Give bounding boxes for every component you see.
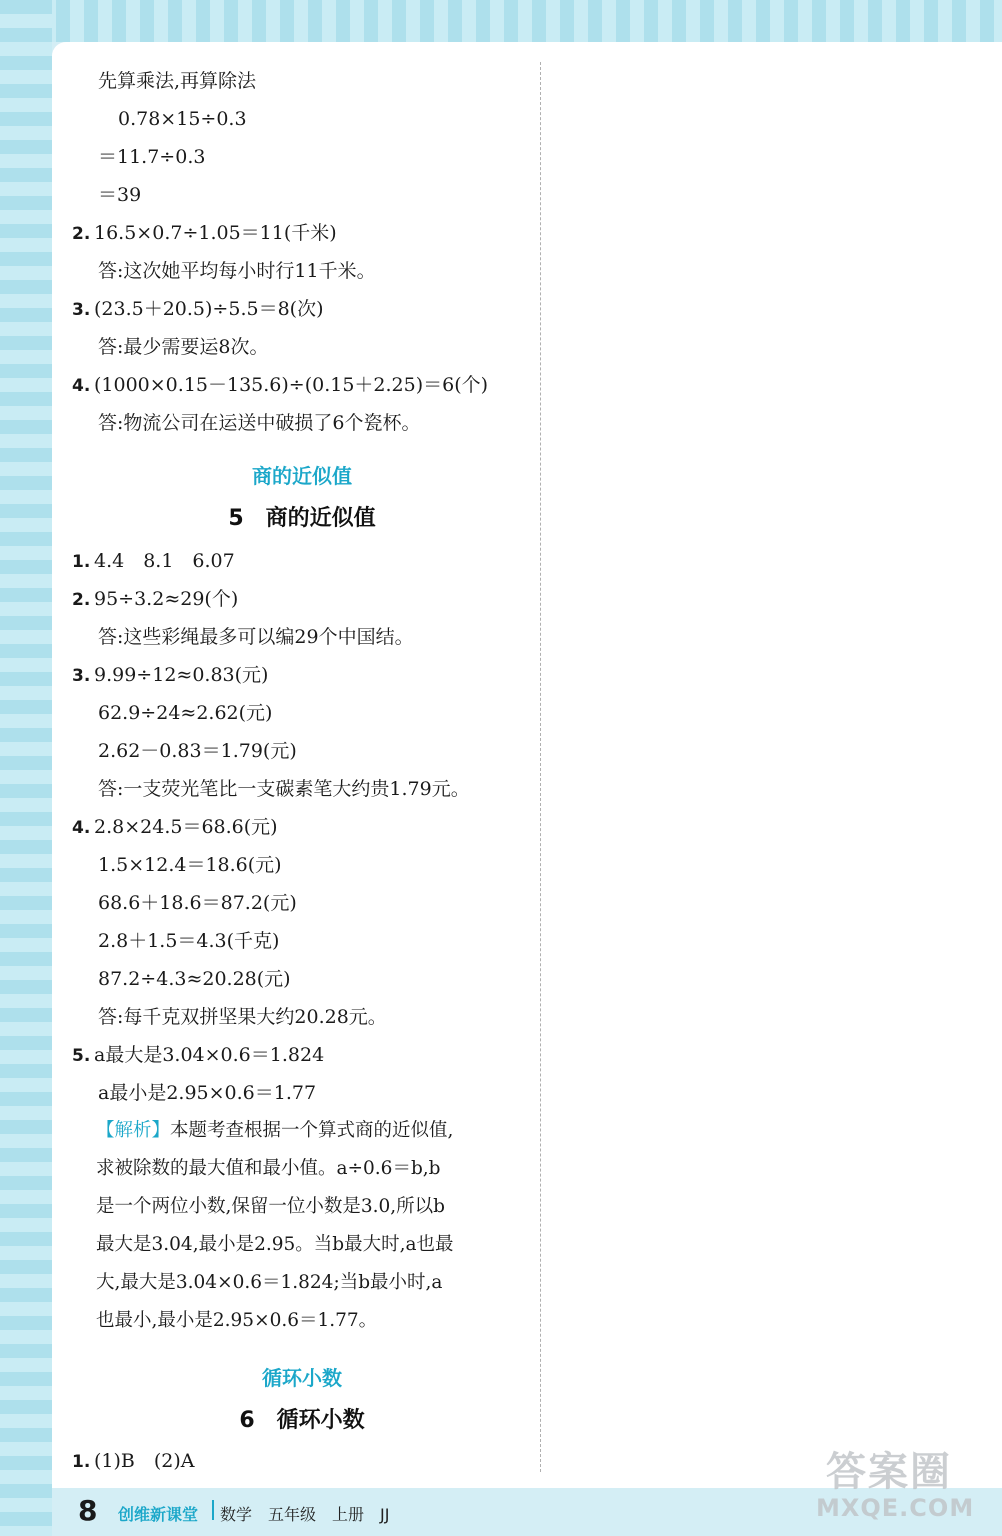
text-line: 答:这次她平均每小时行11千米。 [98,260,376,282]
question-number: 3. [72,300,91,320]
top-decorative-border [0,0,1002,42]
question-number: 4. [72,818,91,838]
analysis-text: 求被除数的最大值和最小值。a÷0.6＝b,b [96,1158,441,1179]
left-decorative-border [0,0,52,1536]
question-2 [72,220,337,247]
question-1 [72,548,235,575]
question-4 [72,372,488,399]
text-line: 2.62－0.83＝1.79(元) [98,740,297,762]
analysis-text: 本题考查根据一个算式商的近似值, [170,1120,454,1141]
question-number: 2. [72,590,91,610]
text-line: 答:这些彩绳最多可以编29个中国结。 [98,626,414,648]
text-line: ＝11.7÷0.3 [98,146,206,168]
question-number: 5. [72,1046,91,1066]
text-line: 1.5×12.4＝18.6(元) [98,854,282,876]
lesson-title: 6 循环小数 [239,1408,365,1433]
watermark-url: MXQE.COM [816,1494,975,1522]
watermark-text: 答案圈 [826,1449,952,1495]
text-line: 68.6＋18.6＝87.2(元) [98,892,297,914]
book-info: 数学 五年级 上册 JJ [220,1505,390,1524]
answer-text: 16.5×0.7÷1.05＝11(千米) [94,222,337,244]
text-line: a最小是2.95×0.6＝1.77 [98,1082,317,1104]
watermark-logo [806,1440,996,1530]
question-3 [72,296,324,323]
text-line: 62.9÷24≈2.62(元) [98,702,273,724]
text-line: 2.8＋1.5＝4.3(千克) [98,930,280,952]
analysis-text: 最大是3.04,最小是2.95。当b最大时,a也最 [96,1234,454,1255]
text-line: 87.2÷4.3≈20.28(元) [98,968,291,990]
footer-separator [212,1500,214,1520]
section-title: 循环小数 [262,1366,342,1390]
question-number: 1. [72,1452,91,1472]
answer-text: 9.99÷12≈0.83(元) [94,664,269,686]
question-3 [72,662,268,689]
answer-text: 95÷3.2≈29(个) [94,588,239,610]
text-line: 先算乘法,再算除法 [98,70,257,92]
text-line: 0.78×15÷0.3 [118,108,247,130]
text-line: 答:最少需要运8次。 [98,336,269,358]
question-number: 1. [72,552,91,572]
answer-text: (23.5＋20.5)÷5.5＝8(次) [94,298,324,320]
answer-text: (1)B (2)A [94,1450,195,1472]
page-number: 8 [78,1494,98,1527]
question-number: 4. [72,376,91,396]
answer-text: 2.8×24.5＝68.6(元) [94,816,278,838]
analysis-paragraph [96,1118,453,1144]
question-1 [72,1448,195,1475]
question-4 [72,814,278,841]
answer-text: a最大是3.04×0.6＝1.824 [94,1044,325,1066]
book-brand: 创维新课堂 [118,1505,199,1524]
answer-text: 4.4 8.1 6.07 [94,550,235,572]
text-line: 答:物流公司在运送中破损了6个瓷杯。 [98,412,421,434]
analysis-tag: 【解析】 [96,1120,171,1141]
analysis-text: 也最小,最小是2.95×0.6＝1.77。 [96,1310,378,1331]
question-number: 3. [72,666,91,686]
text-line: 答:一支荧光笔比一支碳素笔大约贵1.79元。 [98,778,470,800]
answer-page [52,42,1002,1488]
answer-text: (1000×0.15－135.6)÷(0.15＋2.25)＝6(个) [94,374,489,396]
analysis-text: 大,最大是3.04×0.6＝1.824;当b最小时,a [96,1272,443,1293]
question-number: 2. [72,224,91,244]
column-divider [540,62,541,1472]
question-2 [72,586,238,613]
text-line: ＝39 [98,184,142,206]
question-5 [72,1042,324,1069]
text-line: 答:每千克双拼坚果大约20.28元。 [98,1006,387,1028]
lesson-title: 5 商的近似值 [228,506,376,531]
analysis-text: 是一个两位小数,保留一位小数是3.0,所以b [96,1196,446,1217]
section-title: 商的近似值 [252,464,352,488]
